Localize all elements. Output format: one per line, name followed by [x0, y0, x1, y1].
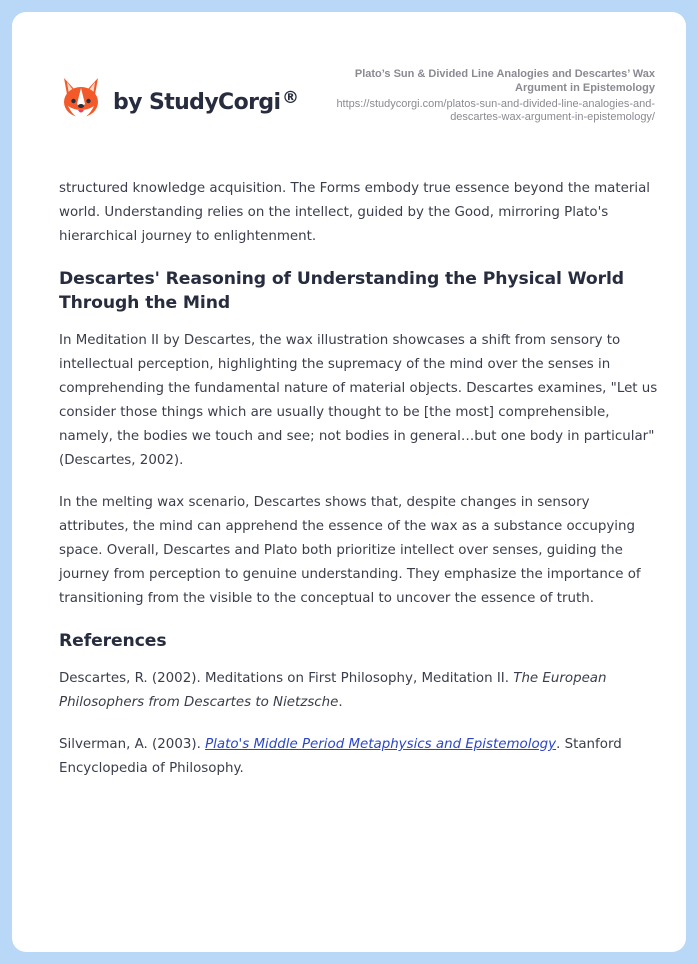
- intro-paragraph: structured knowledge acquisition. The Forms embody true essence beyond the material world. Understanding relies on the intellect, guided by the Good, mirroring Plato's hierarchical journey to enlightenment.: [59, 181, 651, 244]
- reference-author: Silverman, A. (2003).: [59, 737, 206, 752]
- registered-mark: ®: [282, 88, 299, 108]
- reference-link[interactable]: Plato's Middle Period Metaphysics and Epistemology: [205, 737, 557, 752]
- reference-suffix: . Stanford Encyclopedia of Philosophy.: [59, 737, 622, 776]
- reference-title: The European Philosophers from Descartes to Nietzsche: [59, 671, 607, 710]
- document-url[interactable]: https://studycorgi.com/platos-sun-and-divided-line-analogies-and-descartes-wax-argument-in-epistemology/: [336, 98, 655, 123]
- document-header: [305, 67, 655, 124]
- reference-item: [59, 733, 659, 781]
- document-page: [12, 12, 686, 952]
- reference-item: [59, 667, 659, 715]
- body-paragraph: In the melting wax scenario, Descartes shows that, despite changes in sensory attributes, the mind can apprehend the essence of the wax as a substance occupying space. Overall, Descartes and Plato both prioritize intellect over senses, guiding the journey from perception to genuine understanding. They emphasize the importance of transitioning from the visible to the conceptual to uncover the essence of truth.: [59, 495, 641, 606]
- body-paragraph: In Meditation II by Descartes, the wax illustration showcases a shift from sensory to intellectual perception, highlighting the supremacy of the mind over the senses in comprehending the fundamental nature of material objects. Descartes examines, "Let us consider those things which are usually thought to be [the most] comprehensible, namely, the bodies we touch and see; not bodies in general…but one body in particular" (Descartes, 2002).: [59, 333, 658, 468]
- references-heading: References: [59, 631, 167, 651]
- brand-name: by StudyCorgi: [113, 89, 281, 115]
- document-title: Plato’s Sun & Divided Line Analogies and Descartes’ Wax Argument in Epistemology: [354, 68, 655, 94]
- reference-suffix: .: [338, 695, 343, 710]
- reference-author: Descartes, R. (2002). Meditations on First Philosophy, Meditation II.: [59, 671, 514, 686]
- corgi-logo-icon: [60, 76, 102, 120]
- article-body: [59, 177, 659, 781]
- studycorgi-logo[interactable]: [60, 76, 299, 120]
- section-heading: Descartes' Reasoning of Understanding the Physical World Through the Mind: [59, 269, 624, 313]
